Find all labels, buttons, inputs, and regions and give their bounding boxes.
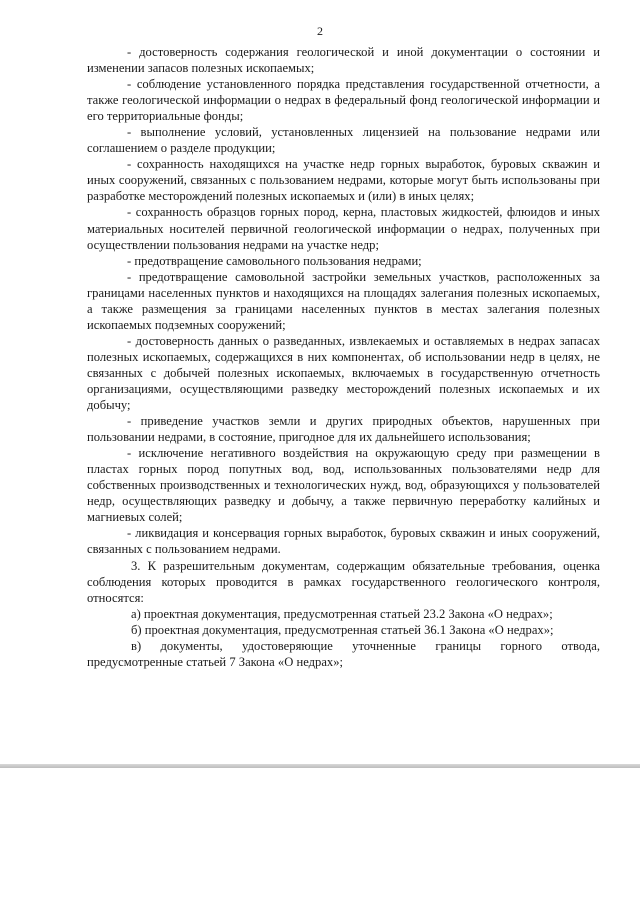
list-item-b: б) проектная документация, предусмотренная статьей 36.1 Закона «О недрах»;: [131, 622, 554, 637]
paragraph: - предотвращение самовольного пользования недрами;: [127, 253, 422, 268]
paragraph: - достоверность данных о разведанных, извлекаемых и оставляемых в недрах запасах полезных ископаемых, содержащихся в них компонентах, об использовании недр в целях, не связанных с добычей полезных ископаемых, включаемых в государственную отчетность организациями, осуществляющими разведку месторождений полезных ископаемых и их добычу;: [87, 333, 600, 413]
paragraph: - сохранность находящихся на участке недр горных выработок, буровых скважин и иных сооружений, связанных с пользованием недрами, которые могут быть использованы при разработке месторождений полезных ископаемых и (или) в иных целях;: [87, 157, 600, 204]
page-number: 2: [317, 24, 323, 38]
paragraph: - соблюдение установленного порядка представления государственной отчетности, а также геологической информации о недрах в федеральный фонд геологической информации и его территориальные фонды;: [87, 77, 600, 124]
list-item-a: а) проектная документация, предусмотренная статьей 23.2 Закона «О недрах»;: [131, 606, 553, 621]
scan-edge: [0, 764, 640, 768]
paragraph: - достоверность содержания геологической и иной документации о состоянии и изменении запасов полезных ископаемых;: [87, 45, 600, 76]
paragraph: - исключение негативного воздействия на окружающую среду при размещении в пластах горных пород попутных вод, вод, использованных пользователями недр для собственных производственных и технологических нужд, вод, образующихся у пользователей недр, осуществляющих разведку и добычу, а также первичную переработку калийных и магниевых солей;: [87, 446, 600, 525]
paragraph: - предотвращение самовольной застройки земельных участков, расположенных за границами населенных пунктов и находящихся на площадях залегания полезных ископаемых, а также размещения за границами населенных пунктов в местах залегания полезных ископаемых подземных сооружений;: [87, 269, 600, 332]
paragraph: - ликвидация и консервация горных выработок, буровых скважин и иных сооружений, связанных с пользованием недрами.: [87, 526, 600, 557]
paragraph: - выполнение условий, установленных лицензией на пользование недрами или соглашением о разделе продукции;: [87, 125, 600, 156]
section-heading-paragraph: 3. К разрешительным документам, содержащим обязательные требования, оценка соблюдения которых проводится в рамках государственного геологического контроля, относятся:: [87, 558, 600, 605]
document-body: [87, 44, 600, 670]
paragraph: - сохранность образцов горных пород, керна, пластовых жидкостей, флюидов и иных материальных носителей первичной геологической информации о недрах, полученных при осуществлении пользования недрами на участке недр;: [87, 205, 600, 252]
list-item-c: в) документы, удостоверяющие уточненные границы горного отвода, предусмотренные статьей 7 Закона «О недрах»;: [87, 638, 600, 669]
paragraph: - приведение участков земли и других природных объектов, нарушенных при пользовании недрами, в состояние, пригодное для их дальнейшего использования;: [87, 414, 600, 445]
